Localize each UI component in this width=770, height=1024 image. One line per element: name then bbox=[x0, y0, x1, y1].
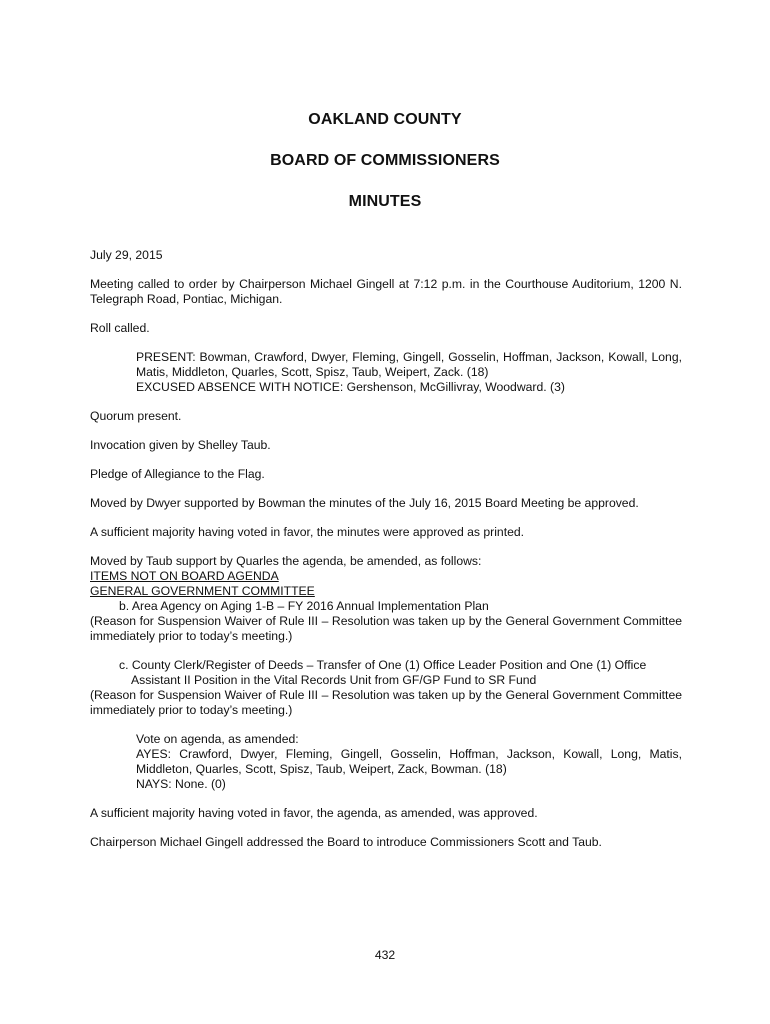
agenda-motion: Moved by Taub support by Quarles the agenda, be amended, as follows: bbox=[90, 554, 482, 568]
meeting-called-paragraph: Meeting called to order by Chairperson Michael Gingell at 7:12 p.m. in the Courthouse Auditorium, 1200 N. Telegraph Road, Pontiac, Michigan. bbox=[90, 277, 682, 306]
items-not-on-agenda-heading: ITEMS NOT ON BOARD AGENDA bbox=[90, 569, 279, 583]
agenda-item-c-line2: Assistant II Position in the Vital Records Unit from GF/GP Fund to SR Fund bbox=[131, 673, 537, 687]
agenda-amendment-block bbox=[90, 554, 682, 644]
agenda-item-b-reason: (Reason for Suspension Waiver of Rule III – Resolution was taken up by the General Government Committee immediately prior to today’s meeting.) bbox=[90, 614, 682, 643]
ayes-list: AYES: Crawford, Dwyer, Fleming, Gingell, Gosselin, Hoffman, Jackson, Kowall, Long, Matis, Middleton, Quarles, Scott, Spisz, Taub, Weipert, Zack, Bowman. (18) bbox=[136, 747, 682, 776]
committee-heading: GENERAL GOVERNMENT COMMITTEE bbox=[90, 584, 315, 598]
minutes-title: MINUTES bbox=[348, 193, 422, 210]
agenda-approved: A sufficient majority having voted in favor, the agenda, as amended, was approved. bbox=[90, 806, 538, 820]
roll-called: Roll called. bbox=[90, 321, 150, 335]
agenda-item-b: b. Area Agency on Aging 1-B – FY 2016 Annual Implementation Plan bbox=[119, 599, 489, 613]
board-title: BOARD OF COMMISSIONERS bbox=[270, 152, 500, 169]
excused-list: EXCUSED ABSENCE WITH NOTICE: Gershenson, McGillivray, Woodward. (3) bbox=[136, 380, 565, 394]
agenda-item-c-reason: (Reason for Suspension Waiver of Rule III – Resolution was taken up by the General Government Committee immediately prior to today’s meeting.) bbox=[90, 688, 682, 717]
invocation-statement: Invocation given by Shelley Taub. bbox=[90, 438, 271, 452]
nays-list: NAYS: None. (0) bbox=[136, 777, 226, 791]
minutes-motion: Moved by Dwyer supported by Bowman the minutes of the July 16, 2015 Board Meeting be approved. bbox=[90, 496, 639, 510]
agenda-item-c-line1: c. County Clerk/Register of Deeds – Transfer of One (1) Office Leader Position and One (1) Office bbox=[119, 658, 647, 672]
minutes-body bbox=[90, 248, 682, 864]
vote-block bbox=[136, 732, 682, 792]
page-number: 432 bbox=[374, 948, 396, 962]
pledge-statement: Pledge of Allegiance to the Flag. bbox=[90, 467, 265, 481]
county-title: OAKLAND COUNTY bbox=[308, 111, 462, 128]
quorum-statement: Quorum present. bbox=[90, 409, 182, 423]
agenda-item-c-block bbox=[90, 658, 682, 718]
attendance-block bbox=[136, 350, 682, 395]
vote-heading: Vote on agenda, as amended: bbox=[136, 732, 299, 746]
meeting-date: July 29, 2015 bbox=[90, 248, 163, 262]
minutes-approved: A sufficient majority having voted in favor, the minutes were approved as printed. bbox=[90, 525, 525, 539]
chair-address: Chairperson Michael Gingell addressed the Board to introduce Commissioners Scott and Taub. bbox=[90, 835, 602, 849]
present-list: PRESENT: Bowman, Crawford, Dwyer, Fleming, Gingell, Gosselin, Hoffman, Jackson, Kowall, Long, Matis, Middleton, Quarles, Scott, Spisz, Taub, Weipert, Zack. (18) bbox=[136, 350, 682, 379]
